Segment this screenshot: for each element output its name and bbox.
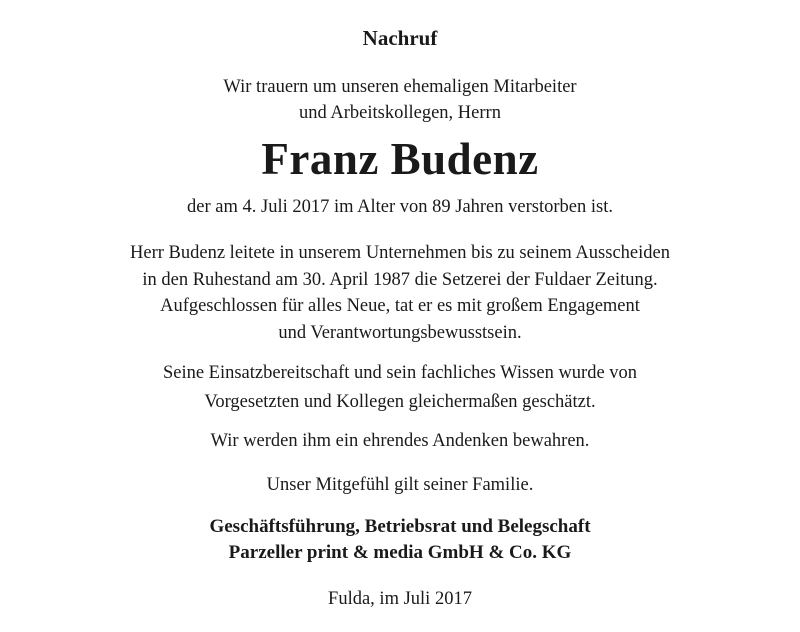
paragraph-line: Aufgeschlossen für alles Neue, tat er es mit großem Engagement [160,296,640,316]
condolence-text: Unser Mitgefühl gilt seiner Familie. [266,475,534,495]
career-paragraph [0,240,800,346]
appreciation-paragraph [0,359,800,417]
signer-line: Geschäftsführung, Betriebsrat und Belegschaft [209,516,591,537]
paragraph-line: in den Ruhestand am 30. April 1987 die Setzerei der Fuldaer Zeitung. [142,269,658,290]
paragraph-line: und Verantwortungsbewusstsein. [278,322,522,343]
remembrance-text: Wir werden ihm ein ehrendes Andenken bewahren. [210,431,590,451]
place-date: Fulda, im Juli 2017 [328,589,472,609]
intro-line: und Arbeitskollegen, Herrn [299,103,501,123]
deceased-name: Franz Budenz [261,134,539,184]
intro-text [0,74,800,126]
signer-line: Parzeller print & media GmbH & Co. KG [228,542,572,563]
notice-heading: Nachruf [362,26,438,50]
paragraph-line: Herr Budenz leitete in unserem Unternehmen bis zu seinem Ausscheiden [130,243,670,263]
death-date-text: der am 4. Juli 2017 im Alter von 89 Jahren verstorben ist. [187,197,613,217]
paragraph-line: Seine Einsatzbereitschaft und sein fachliches Wissen wurde von [162,363,638,383]
paragraph-line: Vorgesetzten und Kollegen gleichermaßen geschätzt. [204,392,596,412]
signers-block [0,514,800,566]
intro-line: Wir trauern um unseren ehemaligen Mitarbeiter [223,77,577,97]
